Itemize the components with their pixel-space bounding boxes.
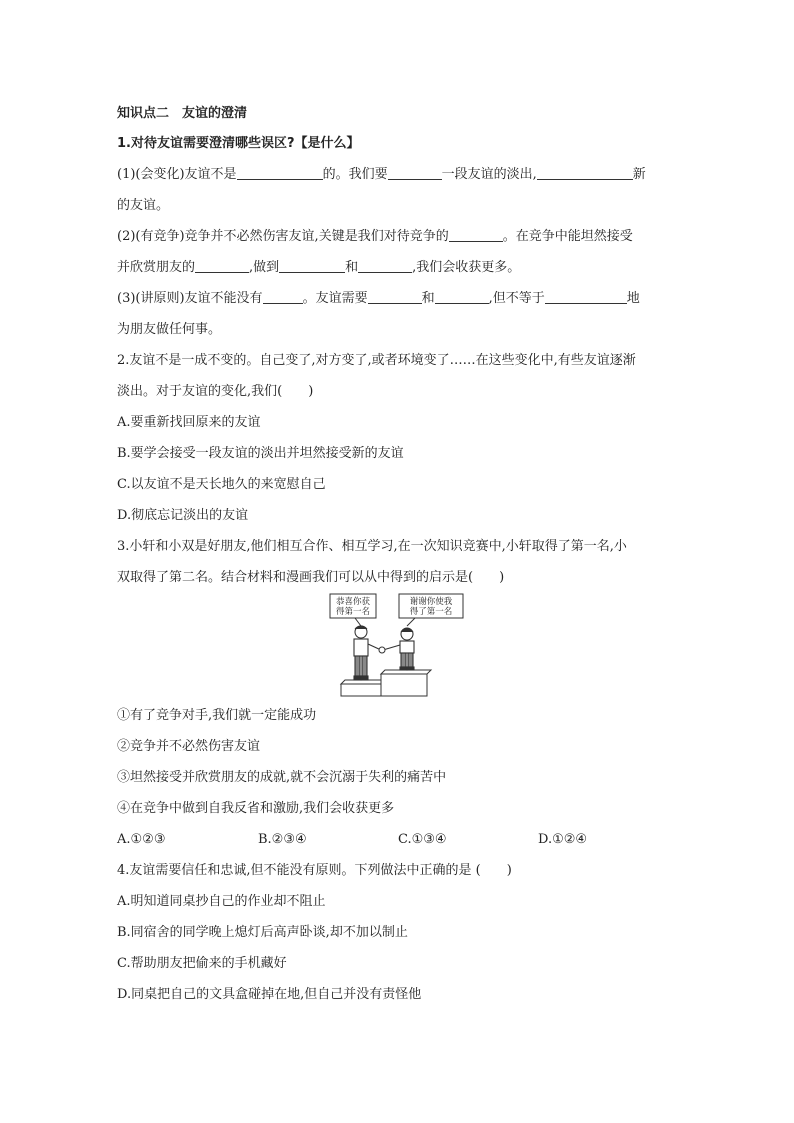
q1-text: 。在竞争中能坦然接受 — [502, 229, 633, 244]
fill-blank[interactable] — [237, 165, 323, 180]
bubble-right-text: 得了第一名 — [409, 607, 453, 617]
q2-option-d[interactable]: D.彻底忘记淡出的友谊 — [117, 508, 249, 523]
q4-option-c[interactable]: C.帮助朋友把偷来的手机藏好 — [117, 956, 287, 971]
q1-text: 和 — [421, 291, 435, 306]
q1-text: 。友谊需要 — [302, 291, 368, 306]
q1-text: 新 — [632, 167, 646, 182]
q1-text: (1)(会变化)友谊不是 — [117, 167, 237, 182]
fill-blank[interactable] — [263, 289, 303, 304]
q1-text: 一段友谊的淡出, — [441, 167, 537, 182]
q3-statement-1: ①有了竞争对手,我们就一定能成功 — [117, 708, 317, 723]
q2-stem-line2: 淡出。对于友谊的变化,我们( ) — [117, 384, 314, 399]
fill-blank[interactable] — [368, 289, 422, 304]
q4-option-b[interactable]: B.同宿舍的同学晚上熄灯后高声卧谈,却不加以制止 — [117, 925, 408, 940]
person-right — [383, 628, 414, 670]
q1-item1-line2: 的友谊。 — [117, 198, 170, 213]
q2-option-c[interactable]: C.以友谊不是天长地久的来宽慰自己 — [117, 477, 326, 492]
q1-text: ,我们会收获更多。 — [412, 260, 521, 275]
q4-option-a[interactable]: A.明知道同桌抄自己的作业却不阻止 — [117, 894, 326, 909]
q4-option-d[interactable]: D.同桌把自己的文具盒碰掉在地,但自己并没有责怪他 — [117, 987, 422, 1002]
q3-stem-line2: 双取得了第二名。结合材料和漫画我们可以从中得到的启示是( ) — [117, 570, 505, 585]
q3-statement-3: ③坦然接受并欣赏朋友的成就,就不会沉溺于失利的痛苦中 — [117, 770, 447, 785]
q1-text: 和 — [345, 260, 359, 275]
handshake-cartoon — [327, 592, 467, 698]
q3-stem-line1: 3.小轩和小双是好朋友,他们相互合作、相互学习,在一次知识竞赛中,小轩取得了第一名,小 — [117, 539, 627, 554]
q1-text: (3)(讲原则)友谊不能没有 — [117, 291, 263, 306]
q2-stem-line1: 2.友谊不是一成不变的。自己变了,对方变了,或者环境变了……在这些变化中,有些友谊逐渐 — [117, 353, 636, 368]
person-left — [354, 626, 381, 680]
q1-item2-line1 — [117, 227, 633, 247]
bubble-left-text: 恭喜你获 — [335, 597, 371, 607]
q3-option-b[interactable]: B.②③④ — [258, 832, 307, 847]
q3-option-d[interactable]: D.①②④ — [538, 832, 588, 847]
q1-title: 1.对待友谊需要澄清哪些误区?【是什么】 — [117, 136, 360, 151]
q1-text: ,但不等于 — [488, 291, 545, 306]
q3-statement-2: ②竞争并不必然伤害友谊 — [117, 739, 261, 754]
fill-blank[interactable] — [449, 227, 503, 242]
q1-text: 并欣赏朋友的 — [117, 260, 196, 275]
fill-blank[interactable] — [545, 289, 627, 304]
section-heading: 知识点二 友谊的澄清 — [117, 106, 248, 121]
fill-blank[interactable] — [195, 258, 249, 273]
q1-item3-line2: 为朋友做任何事。 — [117, 322, 222, 337]
q3-options — [117, 830, 587, 850]
q3-option-a[interactable]: A.①②③ — [117, 832, 166, 847]
fill-blank[interactable] — [279, 258, 345, 273]
fill-blank[interactable] — [388, 165, 442, 180]
q1-text: 的。我们要 — [322, 167, 388, 182]
fill-blank[interactable] — [358, 258, 412, 273]
bubble-right-text: 谢谢你使我 — [409, 597, 453, 607]
q1-item2-line2 — [117, 258, 520, 278]
q4-stem: 4.友谊需要信任和忠诚,但不能没有原则。下列做法中正确的是 ( ) — [117, 863, 512, 878]
q1-item1-line1 — [117, 165, 646, 185]
handshake — [379, 647, 385, 653]
q2-option-b[interactable]: B.要学会接受一段友谊的淡出并坦然接受新的友谊 — [117, 446, 404, 461]
q1-text: 地 — [626, 291, 640, 306]
q3-statement-4: ④在竞争中做到自我反省和激励,我们会收获更多 — [117, 801, 395, 816]
q1-text: ,做到 — [249, 260, 280, 275]
fill-blank[interactable] — [537, 165, 633, 180]
q1-text: (2)(有竞争)竞争并不必然伤害友谊,关键是我们对待竞争的 — [117, 229, 449, 244]
q3-option-c[interactable]: C.①③④ — [398, 832, 447, 847]
bubble-left-text: 得第一名 — [335, 607, 371, 617]
q1-item3-line1 — [117, 289, 640, 309]
fill-blank[interactable] — [435, 289, 489, 304]
q2-option-a[interactable]: A.要重新找回原来的友谊 — [117, 415, 261, 430]
